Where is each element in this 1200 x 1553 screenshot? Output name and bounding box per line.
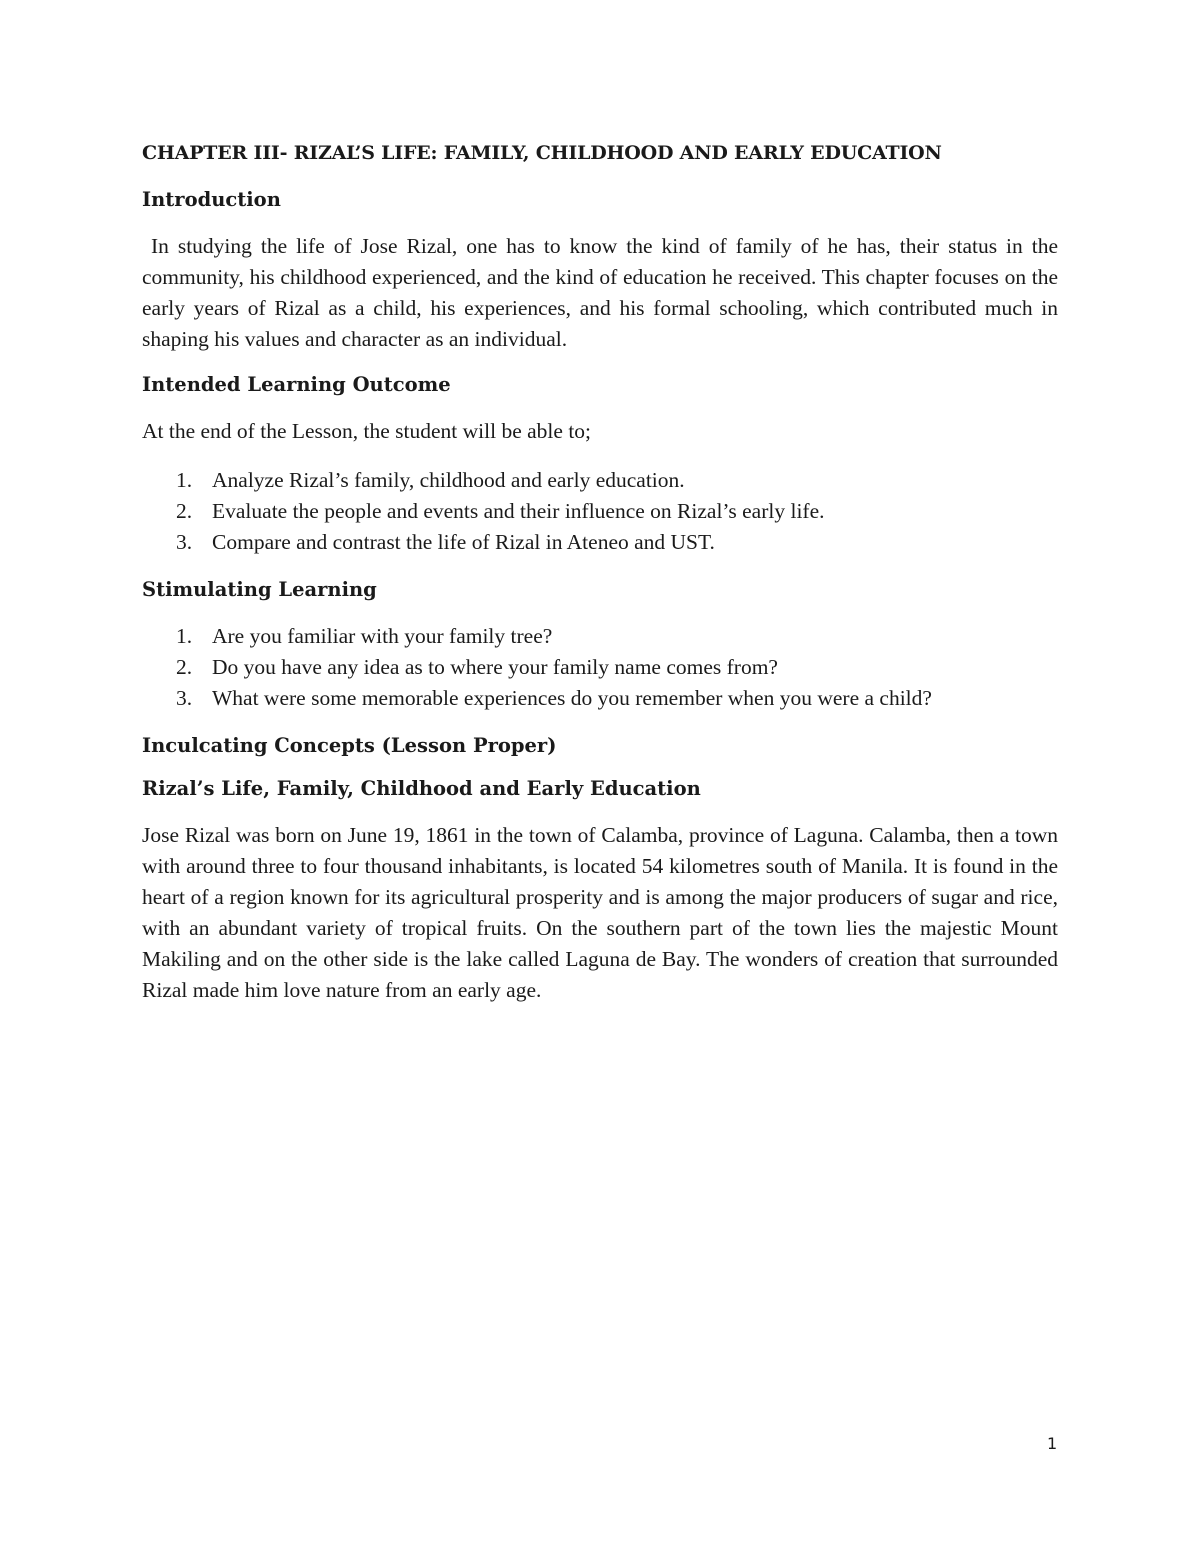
list-item-text: Do you have any idea as to where your family name comes from? (212, 655, 778, 679)
list-item (142, 496, 1058, 527)
list-item-text: Evaluate the people and events and their influence on Rizal’s early life. (212, 499, 825, 523)
list-item-text: What were some memorable experiences do you remember when you were a child? (212, 686, 932, 710)
stimulating-learning-heading: Stimulating Learning (142, 578, 377, 601)
inculcating-concepts-heading: Inculcating Concepts (Lesson Proper) (142, 734, 557, 757)
list-item-number: 3. (176, 530, 193, 554)
list-item-number: 3. (176, 686, 193, 710)
learning-outcome-list (142, 465, 1058, 558)
chapter-title: CHAPTER III- RIZAL’S LIFE: FAMILY, CHILDHOOD AND EARLY EDUCATION (142, 142, 942, 164)
learning-outcome-lead: At the end of the Lesson, the student will be able to; (142, 419, 592, 443)
list-item-text: Are you familiar with your family tree? (212, 624, 553, 648)
stimulating-learning-list (142, 621, 1058, 714)
page-number: 1 (1047, 1434, 1058, 1453)
list-item (142, 652, 1058, 683)
list-item (142, 621, 1058, 652)
list-item-number: 1. (176, 468, 193, 492)
list-item-number: 2. (176, 655, 193, 679)
rizal-life-heading: Rizal’s Life, Family, Childhood and Early Education (142, 777, 701, 800)
introduction-paragraph: In studying the life of Jose Rizal, one has to know the kind of family of he has, their status in the community, his childhood experienced, and the kind of education he received. This chapter focuses on the early years of Rizal as a child, his experiences, and his formal schooling, which contributed much in shaping his values and character as an individual. (142, 234, 1064, 351)
learning-outcome-heading: Intended Learning Outcome (142, 373, 451, 396)
list-item-number: 2. (176, 499, 193, 523)
rizal-life-paragraph: Jose Rizal was born on June 19, 1861 in the town of Calamba, province of Laguna. Calamba, then a town with around three to four thousand inhabitants, is located 54 kilometres south of Manila. It is found in the heart of a region known for its agricultural prosperity and is among the major producers of sugar and rice, with an abundant variety of tropical fruits. On the southern part of the town lies the majestic Mount Makiling and on the other side is the lake called Laguna de Bay. The wonders of creation that surrounded Rizal made him love nature from an early age. (142, 823, 1058, 1002)
list-item (142, 683, 1058, 714)
document-page (142, 142, 1064, 1024)
list-item-number: 1. (176, 624, 193, 648)
list-item-text: Analyze Rizal’s family, childhood and early education. (212, 468, 685, 492)
introduction-heading: Introduction (142, 188, 281, 211)
list-item (142, 527, 1058, 558)
list-item-text: Compare and contrast the life of Rizal in Ateneo and UST. (212, 530, 715, 554)
list-item (142, 465, 1058, 496)
